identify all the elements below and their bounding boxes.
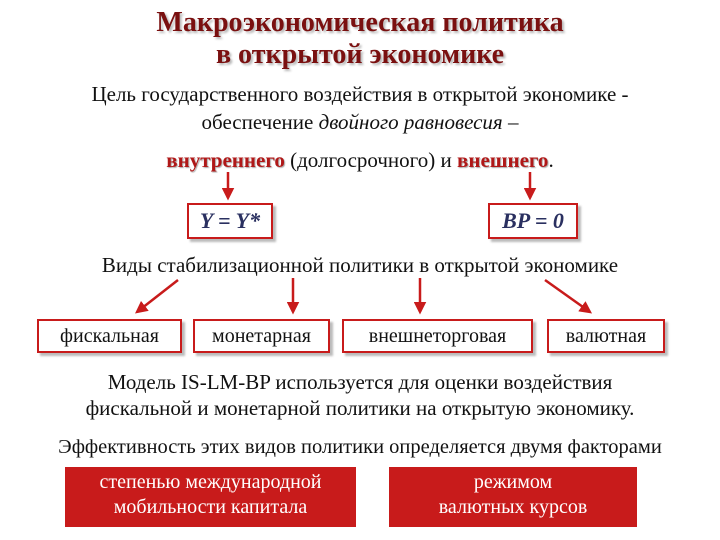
external-equilibrium-box: BP = 0 — [488, 203, 578, 239]
capital-mobility-factor-box — [65, 467, 356, 527]
exchange-regime-line-1: режимом — [473, 471, 553, 493]
effectiveness-line: Эффективность этих видов политики определяется двумя факторами — [58, 436, 662, 458]
capital-mobility-line-2: мобильности капитала — [113, 496, 308, 518]
currency-policy-box: валютная — [547, 319, 665, 353]
goal-line-1: Цель государственного воздействия в открытой экономике - — [91, 82, 629, 106]
internal-term: внутреннего — [166, 148, 285, 172]
external-term: внешнего — [457, 148, 549, 172]
exchange-regime-factor-box — [389, 467, 637, 527]
monetary-policy-box: монетарная — [193, 319, 330, 353]
policy-types-heading: Виды стабилизационной политики в открытой экономике — [101, 253, 619, 277]
double-equilibrium-term: двойного равновесия — [318, 110, 503, 134]
capital-mobility-line-1: степенью международной — [99, 471, 322, 493]
goal-dash: – — [502, 110, 519, 134]
model-line-1: Модель IS-LM-BP используется для оценки воздействия — [107, 370, 613, 394]
arrow-to-currency — [545, 280, 590, 312]
internal-equilibrium-box: Y = Y* — [187, 203, 273, 239]
title-line-1: Макроэкономическая политика — [156, 7, 564, 38]
period: . — [548, 148, 554, 172]
trade-policy-box: внешнеторговая — [342, 319, 533, 353]
title-line-2: в открытой экономике — [215, 39, 505, 70]
model-line-2: фискальной и монетарной политики на открытую экономику. — [85, 396, 635, 420]
goal-text: обеспечение — [201, 110, 319, 134]
exchange-regime-line-2: валютных курсов — [438, 496, 588, 518]
arrow-to-fiscal — [137, 280, 178, 312]
long-term-text: (долгосрочного) и — [284, 148, 457, 172]
fiscal-policy-box: фискальная — [37, 319, 182, 353]
